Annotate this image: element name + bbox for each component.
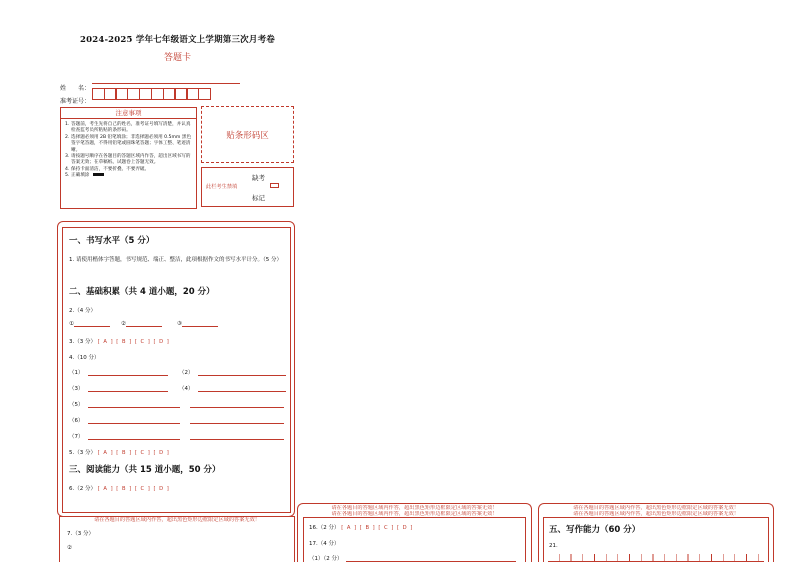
warning-banner: 请在各题目的答题区域内作答，超出黑色矩形边框限定区域的答案无效！	[331, 505, 498, 511]
q4-label: 4.（10 分）	[69, 355, 100, 361]
notice-item: 1. 答题前，考生先将自己的姓名，准考证号填写清楚，并认真检查监考员所粘贴的条形码。	[65, 122, 191, 134]
id-box[interactable]	[163, 88, 176, 100]
q16-row	[309, 523, 413, 531]
warning-banner: 请在各题目的答题区域内作答，超出黑色矩形边框限定区域的答案无效！	[572, 511, 739, 517]
answer-panel-3	[297, 503, 532, 562]
notice-item: 4. 保持卡面清洁，不要折叠、不要弄破。	[65, 166, 150, 172]
q17-label: 17.（4 分）	[309, 541, 340, 547]
notice-list	[61, 119, 196, 180]
answer-panel-2	[59, 516, 295, 562]
q2-blank-3[interactable]: ③	[177, 321, 218, 327]
q16-choices[interactable]: [ A ] [ B ] [ C ] [ D ]	[341, 525, 414, 531]
warning-banner: 请在各题目的答题区域内作答，超出黑色矩形边框限定区域的答案无效！	[572, 505, 739, 511]
id-box[interactable]	[198, 88, 211, 100]
id-label: 准考证号：	[60, 98, 91, 105]
q21-label: 21.	[549, 543, 558, 549]
absent-mark-word: 标记	[252, 194, 265, 202]
id-box[interactable]	[116, 88, 129, 100]
barcode-area	[201, 106, 294, 163]
q16-label: 16.（2 分）	[309, 525, 340, 531]
q2-label: 2.（4 分）	[69, 308, 96, 314]
section-5-title: 五、写作能力（60 分）	[549, 525, 641, 535]
answer-region-1	[62, 227, 291, 513]
answer-region-3	[303, 517, 526, 562]
id-box[interactable]	[187, 88, 200, 100]
q2-blank-1[interactable]: ①	[69, 321, 110, 327]
id-boxes[interactable]	[92, 88, 210, 100]
q5-label: 5.（3 分）	[69, 450, 96, 456]
warning-banner: 请在各题目的答题区域内作答，超出黑色矩形边框限定区域的答案无效！	[93, 517, 260, 523]
id-box[interactable]	[151, 88, 164, 100]
warning-banner: 请在各题目的答题区域内作答，超出黑色矩形边框限定区域的答案无效！	[331, 511, 498, 517]
answer-region-4	[543, 517, 769, 562]
q3-label: 3.（3 分）	[69, 339, 96, 345]
q6-label: 6.（2 分）	[69, 486, 96, 492]
id-box[interactable]	[104, 88, 117, 100]
filled-mark-sample	[93, 173, 104, 176]
q5-choices[interactable]: [ A ] [ B ] [ C ] [ D ]	[97, 450, 170, 456]
q3-choices[interactable]: [ A ] [ B ] [ C ] [ D ]	[97, 339, 170, 345]
q4-item-2[interactable]: （2）	[179, 368, 286, 376]
q4-item-1[interactable]: （1）	[69, 368, 168, 376]
exam-title: 2024-2025 学年七年级语文上学期第三次月考卷	[79, 35, 275, 45]
notice-item: 3. 请按题号顺序在各题目的答题区域内作答，超出区域书写的答案无效；在草稿纸、试题卷上答题无效。	[65, 154, 191, 166]
q7-sub-label: ②	[67, 545, 72, 551]
absent-label: 此栏考生禁填	[206, 184, 238, 190]
section-3-title: 三、阅读能力（共 15 道小题，50 分）	[69, 465, 221, 475]
q4-item-7[interactable]: （7）	[69, 432, 284, 440]
essay-grid-row[interactable]	[548, 554, 764, 562]
absent-word: 缺考	[252, 174, 265, 182]
id-box[interactable]	[127, 88, 140, 100]
id-box[interactable]	[92, 88, 105, 100]
q6-row	[69, 484, 170, 492]
q4-item-5[interactable]: （5）	[69, 400, 284, 408]
q4-item-4[interactable]: （4）	[179, 384, 286, 392]
id-box[interactable]	[175, 88, 188, 100]
notice-title: 注意事项	[61, 108, 196, 119]
q17-sub-1[interactable]: （1）（2 分）	[309, 554, 516, 562]
section-1-instruction: 1. 请使用楷体字答题，书写规范、端正、整洁，此项根据作文的书写水平计分。（5 分）	[69, 257, 282, 263]
sheet-subtitle: 答题卡	[163, 53, 191, 63]
q4-item-3[interactable]: （3）	[69, 384, 168, 392]
absent-checkbox[interactable]	[270, 183, 279, 188]
q5-row	[69, 448, 170, 456]
notice-box	[60, 107, 197, 209]
absent-box	[201, 167, 294, 207]
barcode-label: 贴条形码区	[226, 130, 269, 141]
q6-choices[interactable]: [ A ] [ B ] [ C ] [ D ]	[97, 486, 170, 492]
q4-item-6[interactable]: （6）	[69, 416, 284, 424]
section-2-title: 二、基础积累（共 4 道小题，20 分）	[69, 287, 215, 297]
answer-panel-4	[538, 503, 774, 562]
q3-row	[69, 337, 170, 345]
section-1-title: 一、书写水平（5 分）	[69, 236, 155, 246]
name-label: 姓 名：	[60, 85, 91, 92]
name-field[interactable]	[92, 83, 240, 84]
q2-blank-2[interactable]: ②	[121, 321, 162, 327]
id-row	[60, 88, 91, 105]
id-box[interactable]	[139, 88, 152, 100]
name-row	[60, 75, 240, 92]
notice-item: 2. 选择题必须用 2B 铅笔填涂；非选择题必须用 0.5mm 黑色签字笔答题，不得用铅笔或圆珠笔答题；字体工整、笔迹清晰。	[65, 134, 192, 153]
q7-label: 7.（3 分）	[67, 531, 94, 537]
notice-item: 5. 正确填涂	[65, 173, 193, 179]
